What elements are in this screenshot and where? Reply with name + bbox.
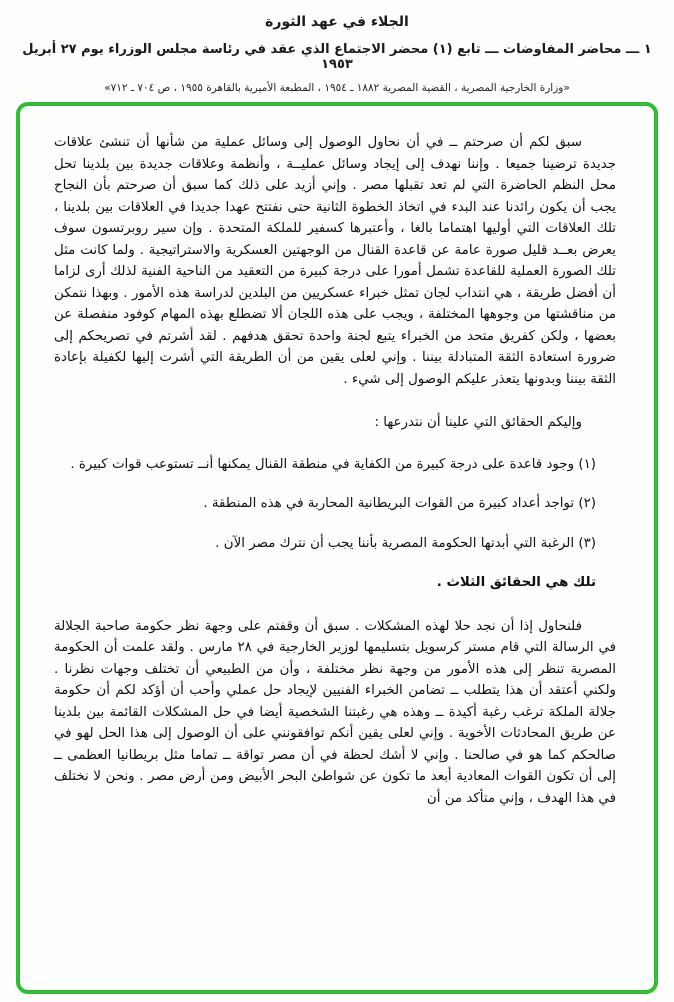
paragraph-closing: فلنحاول إذا أن نجد حلا لهذه المشكلات . سبق أن وقفتم على وجهة نظر حكومة صاحبة الجلالة في الرسالة التي قام مستر كرسويل بتسليمها لوزير الخارجية في ٢٨ مارس . ولقد علمت أن الحكومة المصرية تنظر إلى هذه الأمور من وجهة نظر مختلفة ، وأن من الطبيعي أن تختلف وجهات نظرنا . ولكني أعتقد أن هذا يتطلب ــ تضامن الخبراء الفنيين لإيجاد حل عملي وأحب أن أؤكد لكم أن حكومة جلالة الملكة ترغب رغبة أكيدة ــ وهذه هي رغبتنا الشخصية أيضا في حل المشكلات القائمة بين بلدينا عن طريق المحادثات الأخوية . وإني لعلى يقين أنكم توافقونني على أن الوصول إلى هذا الحل لهو في صالحكم كما هو في صالحنا . وإني لا أشك لحظة في أن مصر تواقة ــ تماما مثل بريطانيا العظمى ــ إلى أن تكون القوات المعادية أبعد ما تكون عن شواطئ البحر الأبيض ومن أرض مصر . ونحن لا نختلف في هذا الهدف ، وإني متأكد من أن [54,618,617,806]
facts-closing: تلك هي الحقائق الثلاث . [436,575,596,590]
document-body [54,132,616,809]
doc-citation: «وزارة الخارجية المصرية ، القضية المصرية ١٨٨٢ ـ ١٩٥٤ ، المطبعة الأميرية بالقاهرة ١٩٥٥ ، ص ٧٠٤ ـ ٧١٢» [104,82,570,94]
doc-subtitle: ١ ـــ محاضر المفاوضات ـــ تابع (١) محضر الاجتماع الذي عقد في رئاسة مجلس الوزراء يوم ٢٧ أبريل ١٩٥٣ [22,42,652,72]
fact-item-2: (٢) تواجد أعداد كبيرة من القوات البريطانية المحاربة في هذه المنطقة . [203,496,596,511]
fact-item-1: (١) وجود قاعدة على درجة كبيرة من الكفاية في منطقة القنال يمكنها أنــ تستوعب قوات كبيرة . [70,456,596,472]
facts-intro: وإليكم الحقائق التي علينا أن نتدرعها : [374,415,582,430]
paragraph-opening: سبق لكم أن صرحتم ــ في أن نحاول الوصول إلى وسائل عملية من شأنها أن تنشئ علاقات جديدة ترضينا جميعا . وإننا نهدف إلى إيجاد وسائل عمليــة ، وأنظمة وعلاقات جديدة بين بلدينا تحل محل النظم الحاضرة التي لم تعد تقبلها مصر . وإني أزيد على ذلك كما سبق أن صرحتم بأن النجاح يجب أن يكون رائدنا عند البدء في اتخاذ الخطوة الثانية حتى نفتتح عهدا جديدا في العلاقات بين بلدينا ، تلك العلاقات التي أوليها اهتماما بالغا ، وأعتبرها كسفير للملكة المتحدة . وإن سير روبرتسون سوف يعرض بعــد قليل صورة عامة عن قاعدة القنال من الوجهتين العسكرية والاستراتيجية . ولما كانت مثل تلك الصورة العملية للقاعدة تشمل أمورا على درجة كبيرة من التعقيد من الناحية الفنية لذلك أرى لزاما أن أفضل طريقة ، هي انتداب لجان تمثل خبراء عسكريين من البلدين لدراسة هذه الأمور . وبهذا نتمكن من مناقشتها من وجوهها المختلفة ، ويجب على هذه اللجان ألا تضطلع بهذه المهام كوفود منفصلة عن بعضها ، ولكن كفريق متحد من الخبراء يتبع لجنة واحدة تحقق هدفهم . لقد أشرتم في تصريحكم إلى ضرورة استعادة الثقة المتبادلة بيننا . وإني لعلى يقين من أن الطريقة التي أشرت إليها لكفيلة بإعادة الثقة بيننا وبدونها يتعذر عليكم الوصول إلى شيء . [54,135,616,387]
fact-item-3: (٣) الرغبة التي أبدتها الحكومة المصرية بأننا يجب أن نترك مصر الآن . [215,535,596,551]
page-header [0,0,674,94]
highlight-box [16,102,658,994]
doc-title: الجلاء في عهد الثورة [265,14,409,30]
